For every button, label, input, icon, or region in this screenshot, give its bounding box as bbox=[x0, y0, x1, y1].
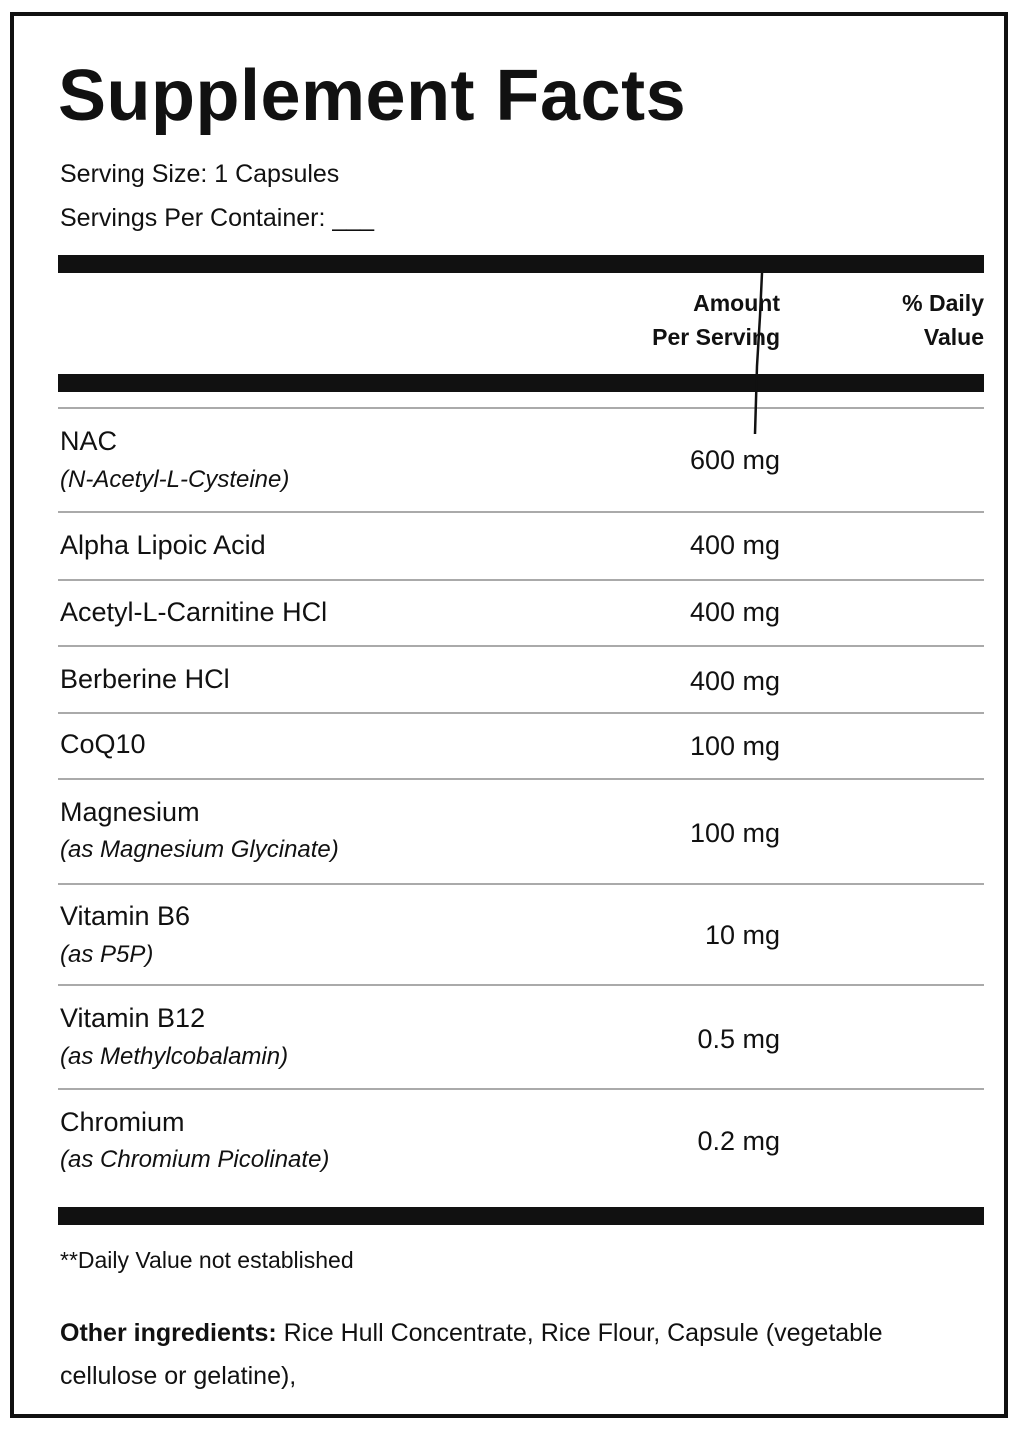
ingredient-source: (as Magnesium Glycinate) bbox=[60, 836, 339, 863]
ingredient-amount: 400 mg bbox=[689, 530, 780, 560]
supplement-facts-panel bbox=[10, 12, 1008, 1418]
ingredient-name: NAC bbox=[60, 426, 118, 456]
ingredient-row bbox=[58, 581, 984, 645]
ingredient-row bbox=[58, 885, 984, 984]
ingredient-row bbox=[58, 513, 984, 579]
ingredient-amount: 0.2 mg bbox=[697, 1126, 780, 1156]
daily-value-footnote: **Daily Value not established bbox=[60, 1247, 354, 1273]
ingredient-row bbox=[58, 1090, 984, 1200]
ingredient-amount: 100 mg bbox=[689, 818, 780, 848]
other-ingredients-label: Other ingredients: bbox=[60, 1319, 277, 1347]
ingredient-amount: 100 mg bbox=[689, 731, 780, 761]
ingredient-row bbox=[58, 714, 984, 778]
other-ingredients bbox=[60, 1312, 960, 1398]
ingredient-amount: 600 mg bbox=[689, 445, 780, 475]
ingredient-source: (N-Acetyl-L-Cysteine) bbox=[60, 466, 290, 493]
bottom-divider-bar bbox=[58, 1207, 984, 1225]
daily-value-header-line1: % Daily bbox=[902, 290, 984, 316]
ingredient-name: Acetyl-L-Carnitine HCl bbox=[60, 597, 328, 627]
ingredient-source: (as Methylcobalamin) bbox=[60, 1043, 289, 1070]
ingredient-name: Vitamin B6 bbox=[60, 901, 191, 931]
ingredient-name: CoQ10 bbox=[60, 729, 146, 759]
amount-header-line2: Per Serving bbox=[652, 324, 780, 350]
serving-size: Serving Size: 1 Capsules bbox=[60, 160, 340, 188]
ingredient-name: Vitamin B12 bbox=[60, 1003, 206, 1033]
ingredient-name: Berberine HCl bbox=[60, 664, 230, 694]
panel-title: Supplement Facts bbox=[58, 56, 687, 136]
ingredient-row bbox=[58, 986, 984, 1088]
stray-pen-line bbox=[58, 16, 984, 456]
ingredient-amount: 400 mg bbox=[689, 666, 780, 696]
ingredient-name: Chromium bbox=[60, 1107, 185, 1137]
ingredient-source: (as Chromium Picolinate) bbox=[60, 1146, 330, 1173]
ingredient-source: (as P5P) bbox=[60, 941, 154, 968]
ingredient-amount: 400 mg bbox=[689, 597, 780, 627]
ingredient-row bbox=[58, 647, 984, 712]
amount-header-line1: Amount bbox=[693, 290, 780, 316]
daily-value-header-line2: Value bbox=[923, 324, 984, 350]
other-ingredients-text: Rice Hull Concentrate, Rice Flour, Capsule (vegetable cellulose or gelatine), bbox=[60, 1319, 883, 1390]
servings-per-container: Servings Per Container: ___ bbox=[60, 204, 375, 232]
ingredient-name: Magnesium bbox=[60, 797, 200, 827]
ingredient-row bbox=[58, 780, 984, 883]
ingredient-amount: 0.5 mg bbox=[697, 1024, 780, 1054]
ingredient-name: Alpha Lipoic Acid bbox=[60, 530, 266, 560]
ingredient-amount: 10 mg bbox=[704, 920, 780, 950]
